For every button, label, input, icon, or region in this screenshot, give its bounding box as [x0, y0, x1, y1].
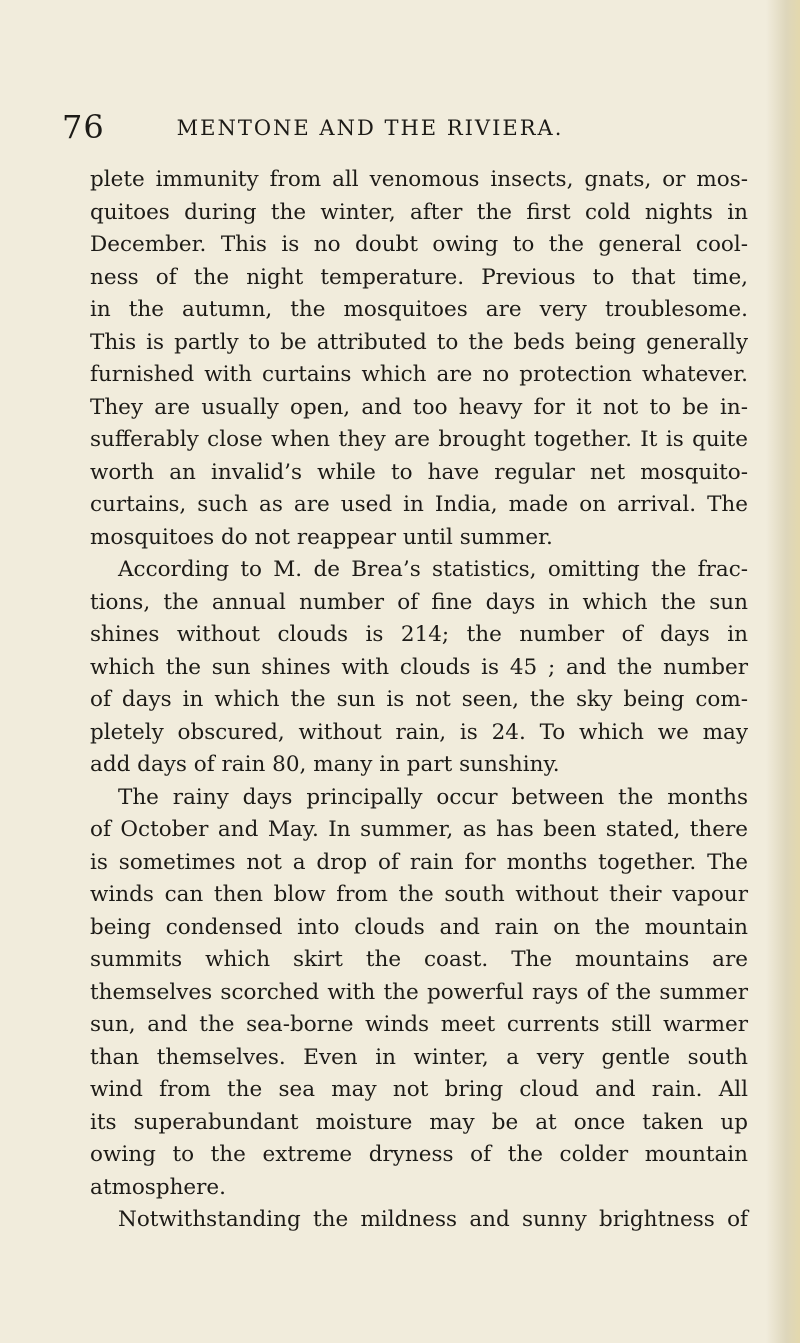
text-line: wind from the sea may not bring cloud and rain. All	[90, 1077, 748, 1102]
text-line: of October and May. In summer, as has been stated, there	[90, 817, 748, 842]
text-line: They are usually open, and too heavy for it not to be in-	[90, 394, 748, 420]
text-line: furnished with curtains which are no protection whatever.	[90, 362, 748, 387]
page-number: 76	[62, 108, 105, 146]
text-line: Notwithstanding the mildness and sunny brightness of	[118, 1207, 748, 1232]
text-line: in the autumn, the mosquitoes are very troublesome.	[90, 297, 748, 322]
text-line: plete immunity from all venomous insects, gnats, or mos-	[90, 167, 748, 192]
text-line: sun, and the sea-borne winds meet currents still warmer	[90, 1012, 748, 1037]
text-line: owing to the extreme dryness of the colder mountain	[90, 1142, 748, 1167]
body-text	[90, 164, 748, 1237]
running-head	[0, 107, 800, 147]
text-line: shines without clouds is 214; the number of days in	[90, 622, 748, 647]
running-title: MENTONE AND THE RIVIERA.	[176, 116, 564, 140]
text-line: December. This is no doubt owing to the general cool-	[90, 232, 748, 257]
text-line: mosquitoes do not reappear until summer.	[90, 524, 553, 550]
text-line: quitoes during the winter, after the first cold nights in	[90, 199, 748, 225]
text-line: ness of the night temperature. Previous to that time,	[90, 264, 748, 290]
text-line: curtains, such as are used in India, made on arrival. The	[90, 492, 748, 517]
text-line: pletely obscured, without rain, is 24. To which we may	[90, 719, 748, 745]
page-edge-shadow	[766, 0, 800, 1343]
text-line: sufferably close when they are brought together. It is quite	[90, 427, 748, 452]
text-line: worth an invalid’s while to have regular net mosquito-	[90, 459, 748, 485]
text-line: tions, the annual number of fine days in which the sun	[90, 589, 748, 615]
text-line: atmosphere.	[90, 1174, 226, 1200]
text-line: winds can then blow from the south without their vapour	[90, 882, 748, 907]
text-line: which the sun shines with clouds is 45 ; and the number	[90, 654, 748, 680]
text-line: add days of rain 80, many in part sunshiny.	[90, 752, 560, 777]
text-line: According to M. de Brea’s statistics, omitting the frac-	[118, 557, 748, 582]
text-line: its superabundant moisture may be at once taken up	[90, 1109, 748, 1135]
text-line: being condensed into clouds and rain on the mountain	[90, 914, 748, 940]
text-line: than themselves. Even in winter, a very gentle south	[90, 1044, 748, 1070]
text-line: is sometimes not a drop of rain for months together. The	[90, 849, 748, 875]
text-line: summits which skirt the coast. The mountains are	[90, 947, 748, 972]
text-line: themselves scorched with the powerful rays of the summer	[90, 979, 748, 1005]
text-line: The rainy days principally occur between the months	[118, 784, 748, 810]
text-line: This is partly to be attributed to the beds being generally	[90, 329, 748, 355]
text-line: of days in which the sun is not seen, the sky being com-	[90, 687, 748, 712]
